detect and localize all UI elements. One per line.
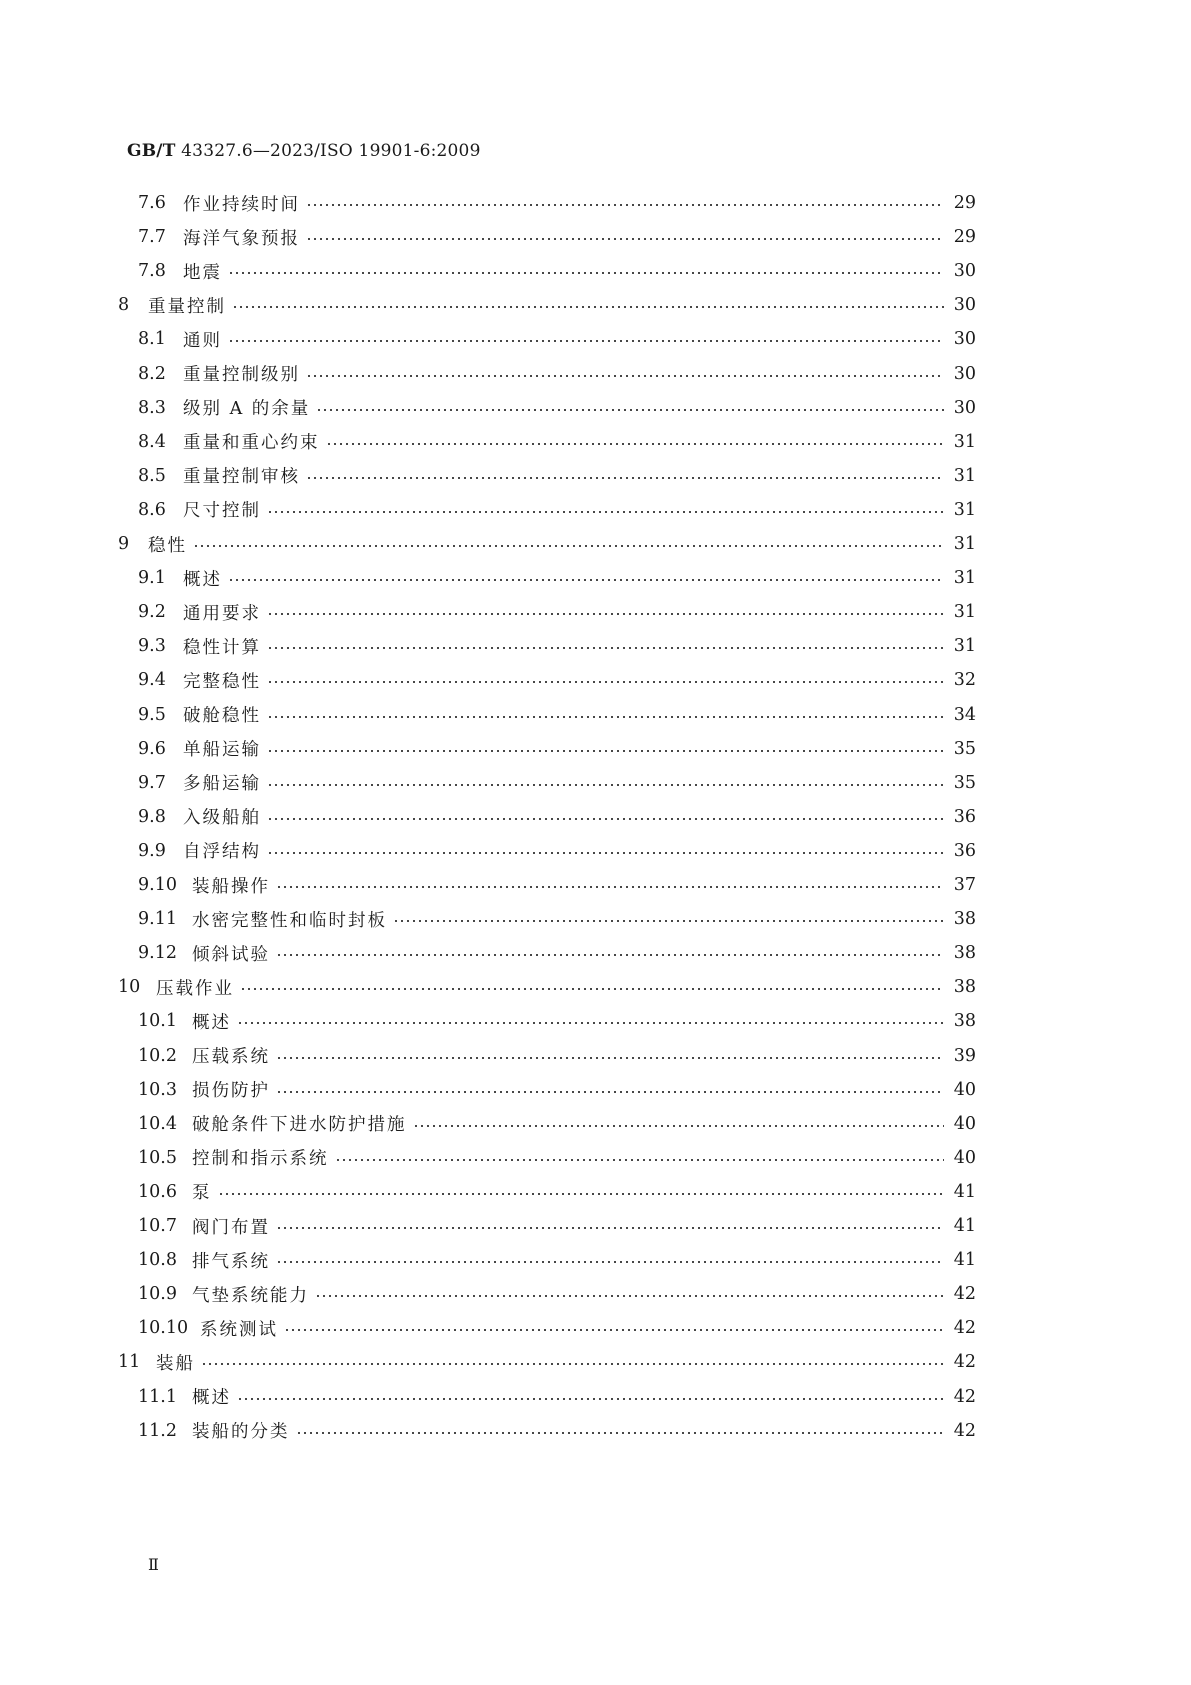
toc-entry-number: 10.6 (138, 1181, 177, 1202)
toc-entry-number: 9.2 (138, 602, 166, 623)
toc-entry-title: 控制和指示系统 (192, 1149, 329, 1170)
dot-leader (296, 1416, 945, 1446)
toc-entry[interactable] (138, 1177, 976, 1207)
toc-entry[interactable] (138, 1245, 976, 1275)
toc-entry[interactable] (138, 495, 976, 525)
toc-entry-page: 41 (953, 1216, 976, 1236)
toc-entry-number: 9.6 (138, 738, 166, 759)
toc-entry-title: 压载作业 (156, 978, 234, 999)
dot-leader (306, 222, 944, 252)
toc-entry-title: 阀门布置 (192, 1217, 270, 1238)
toc-entry-number: 7.7 (138, 227, 166, 248)
toc-entry-page: 31 (953, 568, 976, 589)
dot-leader (276, 938, 944, 968)
dot-leader (276, 1041, 944, 1071)
toc-entry-number: 7.6 (138, 193, 166, 213)
toc-entry[interactable] (118, 529, 976, 559)
toc-entry-title: 概述 (183, 569, 222, 590)
toc-entry-number: 10.1 (138, 1011, 177, 1032)
toc-entry[interactable] (118, 972, 976, 1002)
toc-entry-page: 31 (953, 636, 976, 657)
toc-entry[interactable] (138, 359, 976, 389)
toc-entry-number: 9.9 (138, 840, 166, 861)
toc-entry-number: 8.2 (138, 363, 166, 384)
toc-entry[interactable] (138, 393, 976, 423)
toc-entry-page: 30 (953, 397, 976, 418)
toc-entry-page: 29 (953, 227, 976, 248)
dot-leader (267, 836, 944, 866)
toc-entry[interactable] (138, 563, 976, 593)
toc-entry[interactable] (138, 461, 976, 491)
toc-entry-title: 损伤防护 (192, 1081, 270, 1102)
toc-entry-number: 8.6 (138, 499, 166, 520)
toc-entry-number: 10.4 (138, 1113, 177, 1134)
toc-entry-number: 10.5 (138, 1147, 177, 1168)
toc-entry-page: 42 (953, 1420, 976, 1441)
toc-entry-page: 40 (953, 1079, 976, 1100)
toc-entry-page: 41 (953, 1250, 976, 1271)
toc-entry-title: 气垫系统能力 (192, 1285, 309, 1306)
dot-leader (267, 768, 944, 798)
toc-entry-title: 地震 (183, 262, 222, 283)
toc-entry-title: 压载系统 (192, 1047, 270, 1067)
toc-entry-title: 系统测试 (200, 1319, 278, 1340)
toc-entry[interactable] (138, 1279, 976, 1309)
toc-entry[interactable] (138, 904, 976, 934)
toc-entry-page: 38 (953, 977, 976, 998)
toc-entry-number: 9.11 (138, 909, 177, 930)
toc-entry-number: 8.4 (138, 431, 166, 452)
toc-entry[interactable] (138, 188, 976, 218)
page-number: Ⅱ (148, 1555, 159, 1574)
toc-entry[interactable] (138, 768, 976, 798)
toc-entry-page: 38 (953, 1011, 976, 1032)
toc-entry-page: 35 (953, 738, 976, 759)
dot-leader (267, 495, 944, 525)
toc-entry-number: 9.7 (138, 772, 166, 793)
toc-entry-title: 装船操作 (192, 876, 270, 897)
toc-entry-title: 作业持续时间 (183, 194, 300, 215)
toc-entry-page: 34 (953, 704, 976, 725)
toc-entry[interactable] (138, 597, 976, 627)
toc-entry-title: 自浮结构 (183, 842, 261, 863)
toc-entry-number: 9.12 (138, 943, 177, 964)
toc-entry-title: 装船的分类 (192, 1422, 290, 1443)
toc-entry-title: 重量控制审核 (183, 467, 300, 488)
dot-leader (276, 1245, 944, 1275)
toc-entry-page: 42 (953, 1352, 976, 1373)
dot-leader (393, 904, 944, 934)
dot-leader (276, 1211, 944, 1241)
toc-entry-number: 7.8 (138, 261, 166, 282)
toc-entry-page: 42 (953, 1386, 976, 1407)
toc-entry-number: 10.8 (138, 1250, 177, 1271)
toc-entry[interactable] (138, 1416, 976, 1446)
toc-entry-number: 9.10 (138, 875, 177, 895)
dot-leader (276, 1075, 944, 1105)
toc-entry[interactable] (138, 802, 976, 832)
dot-leader (284, 1313, 944, 1343)
toc-entry-number: 10.3 (138, 1079, 177, 1100)
toc-entry-title: 级别 A 的余量 (183, 399, 311, 420)
toc-entry[interactable] (138, 1143, 976, 1173)
toc-entry-number: 11 (118, 1352, 141, 1373)
toc-entry[interactable] (138, 700, 976, 730)
toc-entry-title: 多船运输 (183, 774, 261, 795)
toc-entry-number: 9 (118, 534, 130, 554)
dot-leader (267, 802, 944, 832)
dot-leader (267, 734, 944, 764)
toc-entry-number: 8.5 (138, 465, 166, 486)
toc-entry-page: 40 (953, 1147, 976, 1168)
toc-entry-page: 40 (953, 1113, 976, 1134)
toc-entry-page: 39 (953, 1045, 976, 1066)
toc-entry-title: 通用要求 (183, 603, 261, 624)
toc-entry[interactable] (138, 631, 976, 661)
toc-entry-page: 30 (953, 329, 976, 350)
toc-entry-title: 完整稳性 (183, 671, 261, 692)
dot-leader (218, 1177, 945, 1207)
toc-entry-number: 9.1 (138, 568, 166, 589)
toc-entry[interactable] (138, 1382, 976, 1412)
toc-entry-title: 尺寸控制 (183, 501, 261, 522)
toc-entry-title: 装船 (156, 1353, 195, 1374)
toc-entry[interactable] (138, 256, 976, 286)
dot-leader (193, 529, 944, 559)
dot-leader (232, 290, 944, 320)
dot-leader (228, 324, 944, 354)
standard-number: 43327.6—2023/ISO 19901-6:2009 (181, 141, 481, 161)
toc-entry-page: 36 (953, 806, 976, 827)
toc-entry-title: 水密完整性和临时封板 (192, 910, 387, 931)
toc-entry-number: 10.2 (138, 1045, 177, 1066)
toc-entry[interactable] (138, 665, 976, 695)
toc-entry-title: 通则 (183, 330, 222, 351)
toc-entry-title: 概述 (192, 1012, 231, 1033)
toc-entry-number: 11.2 (138, 1420, 177, 1441)
toc-entry-page: 29 (953, 193, 976, 213)
toc-entry-number: 8.1 (138, 329, 166, 350)
toc-entry[interactable] (138, 1041, 976, 1071)
toc-entry[interactable] (138, 836, 976, 866)
dot-leader (306, 359, 944, 389)
toc-entry-number: 9.5 (138, 704, 166, 725)
toc-entry-title: 重量控制级别 (183, 365, 300, 385)
toc-entry-number: 9.8 (138, 806, 166, 827)
dot-leader (267, 597, 944, 627)
toc-entry[interactable] (138, 1006, 976, 1036)
toc-entry-title: 泵 (192, 1183, 212, 1204)
standard-code: GB/T (127, 141, 176, 161)
dot-leader (201, 1347, 944, 1377)
toc-entry[interactable] (138, 870, 976, 900)
toc-entry-page: 32 (953, 670, 976, 691)
dot-leader (240, 972, 944, 1002)
dot-leader (237, 1382, 944, 1412)
toc-entry[interactable] (138, 1075, 976, 1105)
toc-entry-title: 破舱条件下进水防护措施 (192, 1115, 407, 1136)
toc-entry[interactable] (138, 427, 976, 457)
toc-entry-title: 单船运输 (183, 740, 261, 761)
toc-entry[interactable] (118, 290, 976, 320)
toc-entry-page: 30 (953, 363, 976, 384)
toc-entry[interactable] (138, 222, 976, 252)
dot-leader (276, 870, 944, 900)
toc-entry-number: 11.1 (138, 1386, 177, 1407)
dot-leader (228, 563, 944, 593)
toc-entry[interactable] (138, 1211, 976, 1241)
toc-entry[interactable] (138, 1109, 976, 1139)
toc-entry-page: 42 (953, 1284, 976, 1305)
toc-entry[interactable] (138, 324, 976, 354)
toc-entry-title: 稳性计算 (183, 637, 261, 658)
toc-entry-page: 31 (953, 431, 976, 452)
toc-entry-title: 入级船舶 (183, 808, 261, 829)
toc-entry-page: 30 (953, 295, 976, 316)
dot-leader (335, 1143, 945, 1173)
dot-leader (306, 461, 944, 491)
dot-leader (316, 393, 944, 423)
toc-entry-title: 破舱稳性 (183, 706, 261, 726)
toc-entry[interactable] (138, 734, 976, 764)
toc-entry-page: 35 (953, 772, 976, 793)
toc-entry-number: 9.3 (138, 636, 166, 657)
toc-entry-page: 37 (953, 875, 976, 895)
toc-entry-page: 38 (953, 909, 976, 930)
toc-entry-number: 10.7 (138, 1216, 177, 1236)
toc-entry-page: 31 (953, 465, 976, 486)
dot-leader (306, 188, 944, 218)
toc-entry-number: 8 (118, 295, 130, 316)
toc-entry-title: 重量和重心约束 (183, 433, 320, 454)
toc-entry-page: 36 (953, 840, 976, 861)
toc-entry-number: 9.4 (138, 670, 166, 691)
dot-leader (413, 1109, 945, 1139)
toc-entry[interactable] (118, 1347, 976, 1377)
toc-entry-number: 8.3 (138, 397, 166, 418)
dot-leader (267, 665, 944, 695)
dot-leader (326, 427, 945, 457)
dot-leader (315, 1279, 944, 1309)
toc-entry-page: 42 (953, 1318, 976, 1339)
toc-entry-page: 30 (953, 261, 976, 282)
toc-entry-page: 31 (953, 499, 976, 520)
dot-leader (267, 700, 944, 730)
dot-leader (228, 256, 944, 286)
toc-entry-page: 31 (953, 602, 976, 623)
toc-entry[interactable] (138, 1313, 976, 1343)
toc-entry-number: 10.9 (138, 1284, 177, 1305)
toc-entry-title: 倾斜试验 (192, 944, 270, 965)
toc-entry-title: 排气系统 (192, 1251, 270, 1272)
dot-leader (237, 1006, 944, 1036)
toc-entry-page: 41 (953, 1181, 976, 1202)
toc-entry[interactable] (138, 938, 976, 968)
document-header (127, 141, 481, 161)
toc-entry-title: 稳性 (148, 535, 187, 556)
toc-entry-title: 概述 (192, 1388, 231, 1408)
dot-leader (267, 631, 944, 661)
toc-entry-number: 10 (118, 977, 141, 998)
toc-entry-title: 重量控制 (148, 296, 226, 317)
toc-entry-page: 38 (953, 943, 976, 964)
toc-entry-number: 10.10 (138, 1318, 189, 1339)
toc-entry-page: 31 (953, 534, 976, 554)
toc-entry-title: 海洋气象预报 (183, 228, 300, 249)
